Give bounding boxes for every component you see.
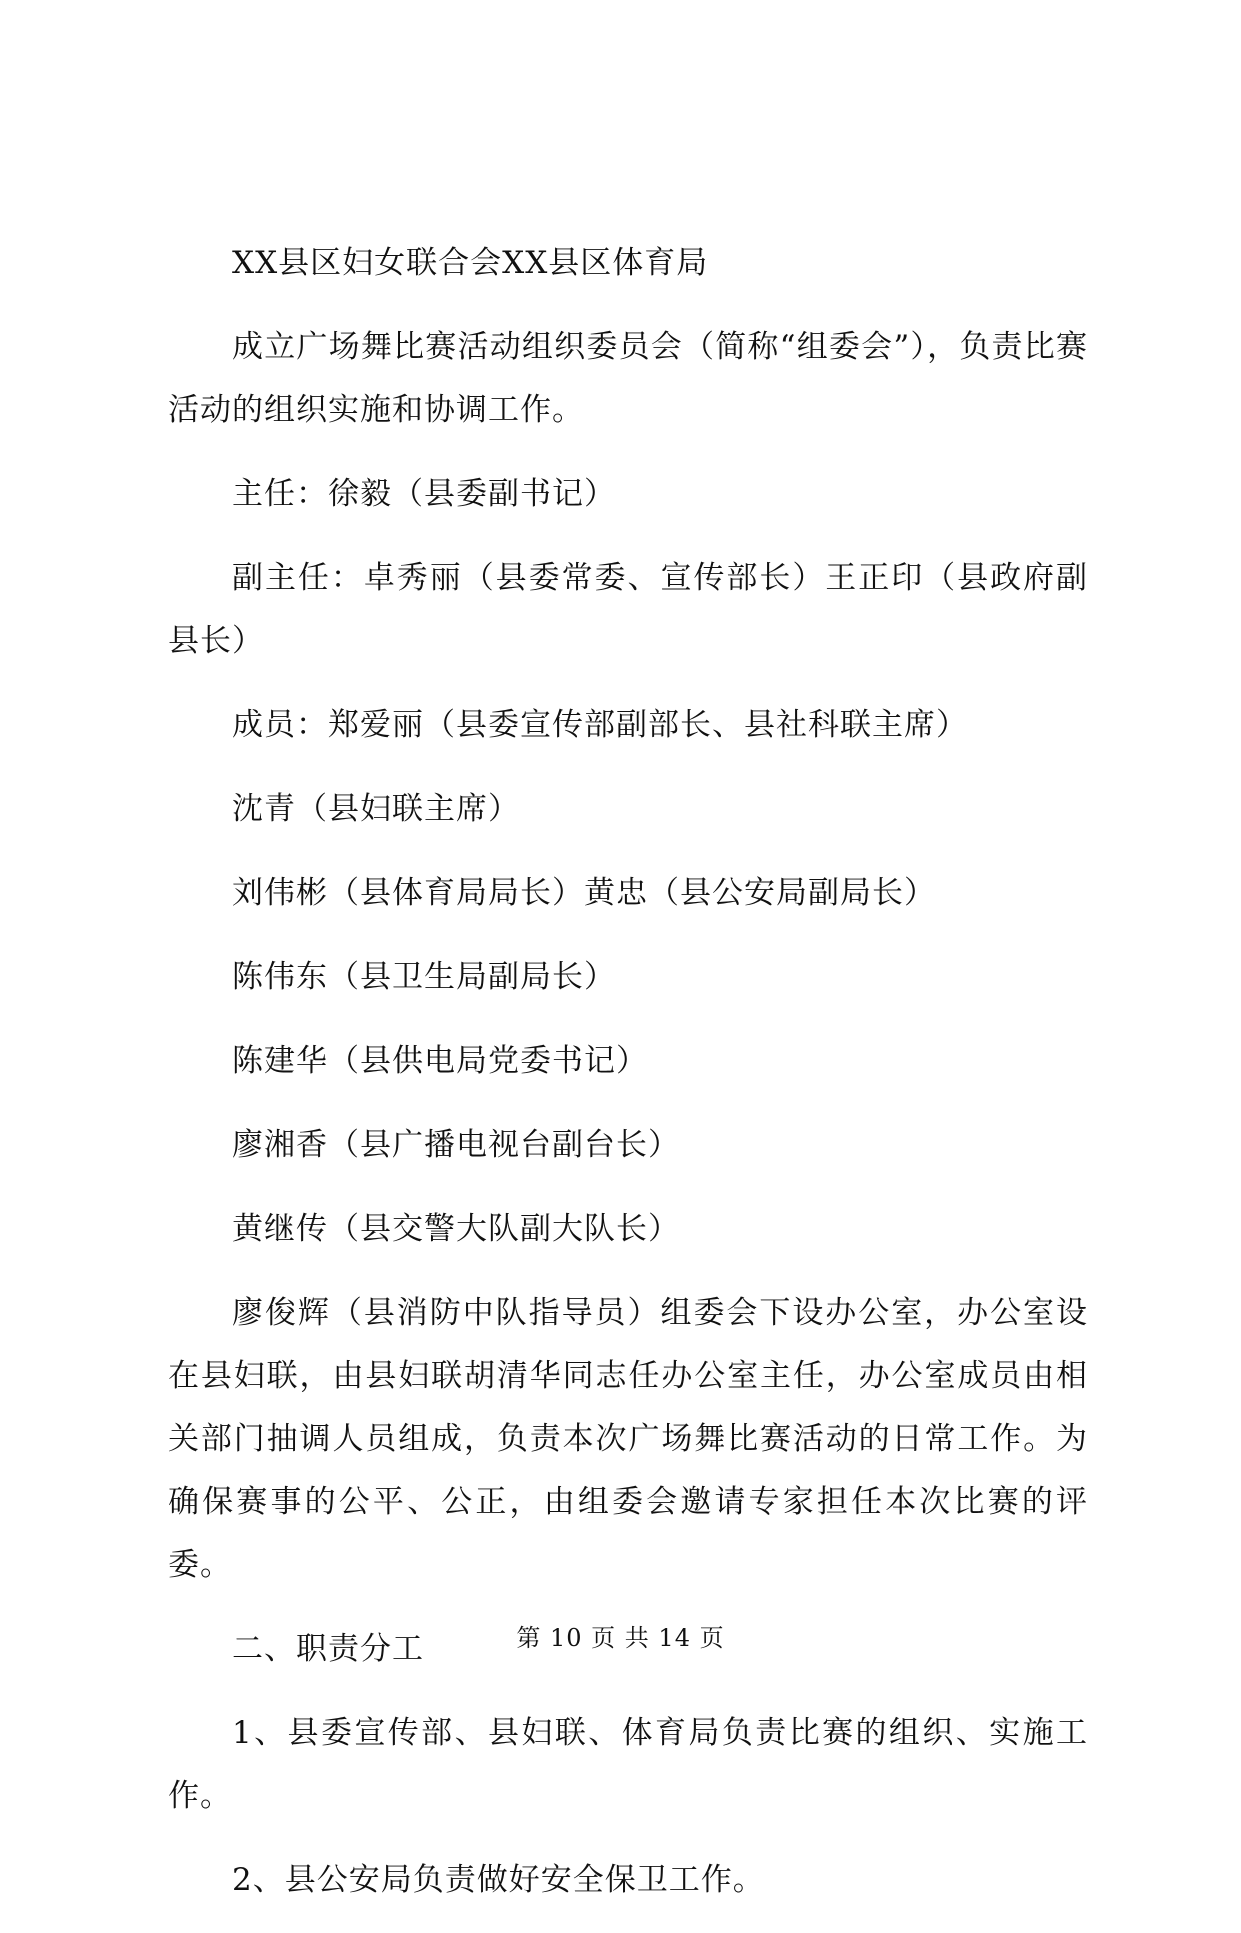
paragraph-member-shen: 沈青（县妇联主席） [232,791,520,827]
paragraph-duty-1: 1、县委宣传部、县妇联、体育局负责比赛的组织、实施工作。 [168,1715,1088,1814]
paragraph-member-huang-jichuan: 黄继传（县交警大队副大队长） [232,1211,680,1247]
paragraph-member-chen-weidong: 陈伟东（县卫生局副局长） [232,959,616,995]
paragraph-deputy-directors: 副主任：卓秀丽（县委常委、宣传部长）王正印（县政府副县长） [168,560,1088,659]
page-number-footer: 第 10 页 共 14 页 [516,1624,725,1652]
paragraph-office-setup: 廖俊辉（县消防中队指导员）组委会下设办公室，办公室设在县妇联，由县妇联胡清华同志任办公室主任，办公室成员由相关部门抽调人员组成，负责本次广场舞比赛活动的日常工作。为确保赛事的公平、公正，由组委会邀请专家担任本次比赛的评委。 [168,1295,1088,1583]
paragraph-director: 主任：徐毅（县委副书记） [232,476,616,512]
paragraph-member-liu-huang: 刘伟彬（县体育局局长）黄忠（县公安局副局长） [232,875,936,911]
paragraph-section-duties: 二、职责分工 [232,1631,424,1667]
paragraph-committee-setup: 成立广场舞比赛活动组织委员会（简称“组委会”），负责比赛活动的组织实施和协调工作。 [168,329,1088,428]
paragraph-member-chen-jianhua: 陈建华（县供电局党委书记） [232,1043,648,1079]
document-body [168,232,1088,1933]
paragraph-heading-organizers: XX县区妇女联合会XX县区体育局 [232,245,709,281]
paragraph-member-liao-xiangxiang: 廖湘香（县广播电视台副台长） [232,1127,680,1163]
paragraph-duty-2: 2、县公安局负责做好安全保卫工作。 [232,1862,765,1898]
paragraph-members: 成员：郑爱丽（县委宣传部副部长、县社科联主席） [232,707,968,743]
